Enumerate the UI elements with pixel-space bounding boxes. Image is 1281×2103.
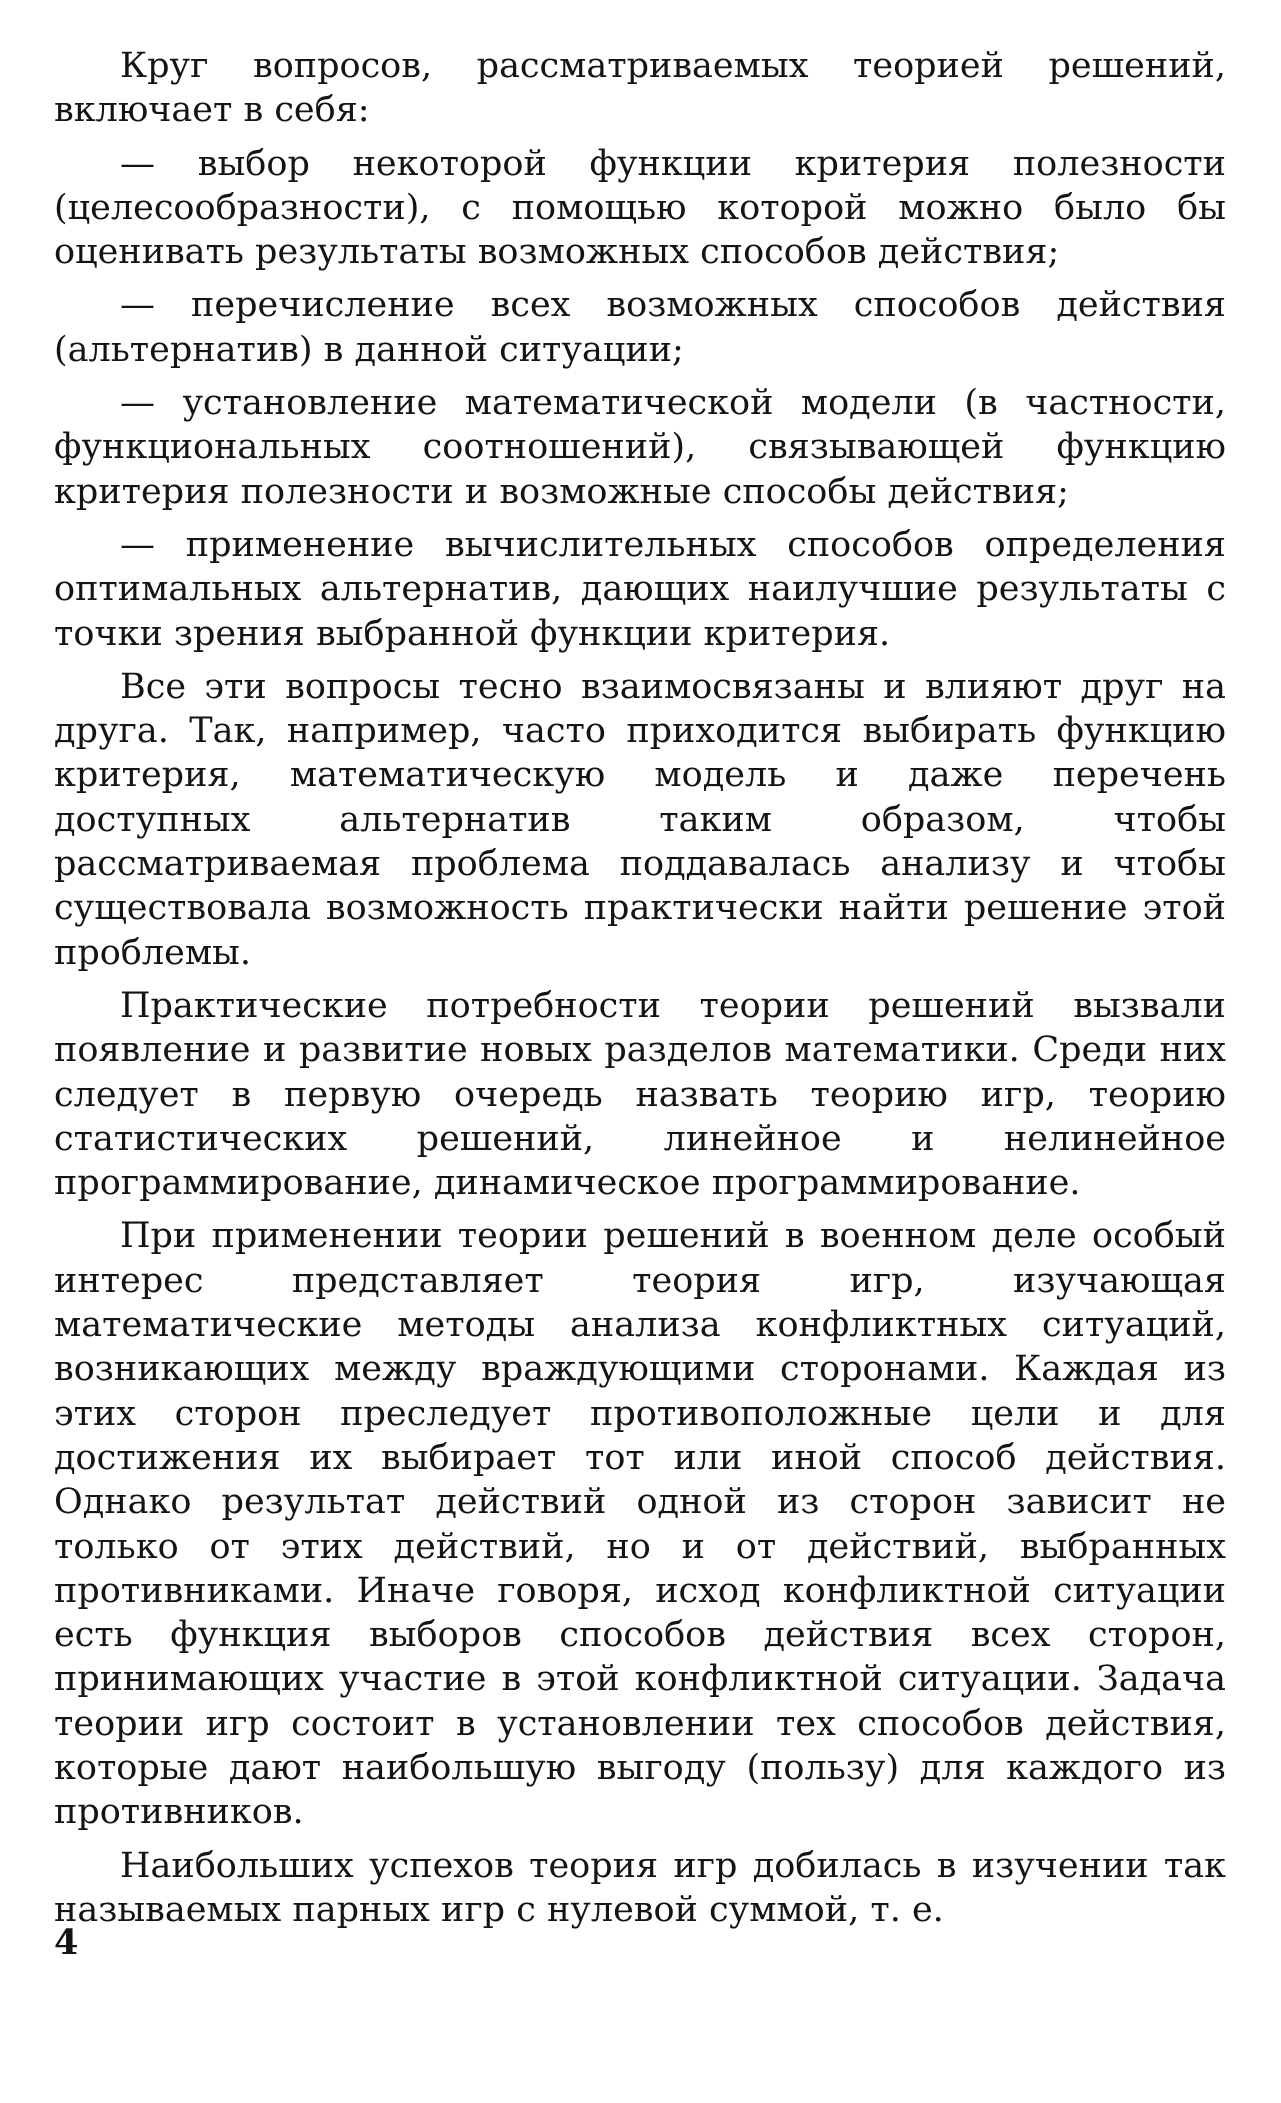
- paragraph-zero-sum: Наибольших успехов теория игр добилась в изучении так называемых парных игр с нулевой суммой, т. е.: [54, 1845, 1226, 1930]
- list-item-computation: — применение вычислительных способов определения оптимальных альтернатив, дающих наилучшие результаты с точки зрения выбранной функции критерия.: [54, 524, 1226, 654]
- list-item-alternatives: — перечисление всех возможных способов действия (альтернатив) в данной ситуации;: [54, 285, 1226, 370]
- paragraph-game-theory: При применении теории решений в военном деле особый интерес представляет теория игр, изучающая математические методы анализа конфликтных ситуаций, возникающих между враждующими сторонами. Каждая из этих сторон преследует противоположные цели и для достижения их выбирает тот или иной способ действия. Однако результат действий одной из сторон зависит не только от этих действий, но и от действий, выбранных противниками. Иначе говоря, исход конфликтной ситуации есть функция выборов способов действия всех сторон, принимающих участие в этой конфликтной ситуации. Задача теории игр состоит в установлении тех способов действия, которые дают наибольшую выгоду (пользу) для каждого из противников.: [54, 1216, 1226, 1833]
- list-item-math-model: — установление математической модели (в частности, функциональных соотношений), связывающей функцию критерия полезности и возможные способы действия;: [54, 383, 1226, 512]
- list-item-utility-function: — выбор некоторой функции критерия полезности (целесообразности), с помощью которой можно было бы оценивать результаты возможных способов действия;: [54, 143, 1226, 273]
- paragraph-intro: Круг вопросов, рассматриваемых теорией решений, включает в себя:: [54, 46, 1226, 131]
- page-number: 4: [54, 1922, 79, 1963]
- page-body: [54, 44, 1226, 1932]
- paragraph-interrelation: Все эти вопросы тесно взаимосвязаны и влияют друг на друга. Так, например, часто приходится выбирать функцию критерия, математическую модель и даже перечень доступных альтернатив таким образом, чтобы рассматриваемая проблема поддавалась анализу и чтобы существовала возможность практически найти решение этой проблемы.: [54, 666, 1226, 973]
- paragraph-practical-needs: Практические потребности теории решений вызвали появление и развитие новых разделов математики. Среди них следует в первую очередь назвать теорию игр, теорию статистических решений, линейное и нелинейное программирование, динамическое программирование.: [54, 985, 1226, 1204]
